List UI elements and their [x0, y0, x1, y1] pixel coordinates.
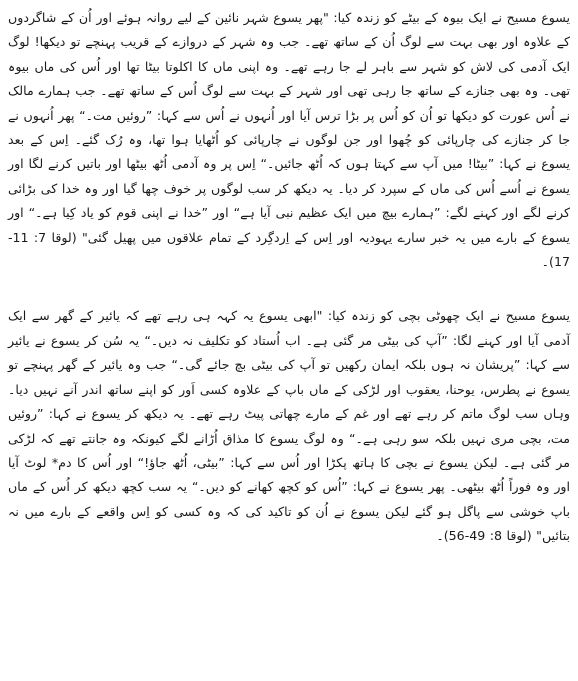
paragraph-spacer	[8, 274, 570, 304]
paragraph-jairus-daughter: یسوع مسیح نے ایک چھوٹی بچی کو زندہ کیا: "ابھی یسوع یہ کہہ ہی رہے تھے کہ یائیر کے گھر سے ایک آدمی آیا اور کہنے لگا: ”آپ کی بیٹی مر گئی ہے۔ اب اُستاد کو تکلیف نہ دیں۔“ یہ سُن کر یسوع نے یائیر سے کہا: ”پریشان نہ ہوں بلکہ ایمان رکھیں تو آپ کی بیٹی بچ جائے گی۔“ جب وہ یائیر کے گھر پہنچے تو یسوع نے پطرس، یوحنا، یعقوب اور لڑکی کے ماں باپ کے علاوہ کسی اَور کو اپنے ساتھ اندر آنے نہیں دیا۔ وہاں سب لوگ ماتم کر رہے تھے اور غم کے مارے چھاتی پیٹ رہے تھے۔ یہ دیکھ کر یسوع نے کہا: ”روئیں مت، بچی مری نہیں بلکہ سو رہی ہے۔“ وہ لوگ یسوع کا مذاق اُڑانے لگے کیونکہ وہ جانتے تھے کہ لڑکی مر گئی ہے۔ لیکن یسوع نے بچی کا ہاتھ پکڑا اور اُس سے کہا: ”بیٹی، اُٹھ جاؤ!“ اور اُس کا دم* لوٹ آیا اور وہ فوراً اُٹھ بیٹھی۔ پھر یسوع نے کہا: ”اُس کو کچھ کھانے کو دیں۔“ یہ سب کچھ دیکھ کر اُس کے ماں باپ خوشی سے پاگل ہو گئے لیکن یسوع نے اُن کو تاکید کی کہ وہ کسی کو اِس واقعے کے بارے میں نہ بتائیں" (لوقا 8: 49-56)۔	[8, 308, 570, 544]
paragraph-widow-son: یسوع مسیح نے ایک بیوہ کے بیٹے کو زندہ کیا: "پھر یسوع شہر نائین کے لیے روانہ ہوئے اور اُن کے شاگردوں کے علاوہ اور بھی بہت سے لوگ اُن کے ساتھ تھے۔ جب وہ شہر کے دروازے کے قریب پہنچے تو دیکھا! لوگ ایک آدمی کی لاش کو شہر سے باہر لے جا رہے تھے۔ وہ اپنی ماں کا اکلوتا بیٹا تھا اور اُس کی ماں بیوہ تھی۔ وہ بھی جنازے کے ساتھ جا رہی تھی اور شہر کے بہت سے لوگ اُس کے ساتھ تھے۔ جب ہمارے مالک نے اُس عورت کو دیکھا تو اُن کو اُس پر بڑا ترس آیا اور اُنہوں نے اُس سے کہا: ”روئیں مت۔“ پھر اُنہوں نے جا کر جنازے کی چارپائی کو چُھوا اور جن لوگوں نے چارپائی کو اُٹھایا ہوا تھا، وہ رُک گئے۔ اِس کے بعد یسوع نے کہا: ”بیٹا! میں آپ سے کہتا ہوں کہ اُٹھ جائیں۔“ اِس پر وہ آدمی اُٹھ بیٹھا اور باتیں کرنے لگا اور یسوع نے اُسے اُس کی ماں کے سپرد کر دیا۔ یہ دیکھ کر سب لوگوں پر خوف چھا گیا اور وہ خدا کی بڑائی کرنے لگے اور کہنے لگے: ”ہمارے بیچ میں ایک عظیم نبی آیا ہے“ اور ”خدا نے اپنی قوم کو یاد کِیا ہے۔“ اور یسوع کے بارے میں یہ خبر سارے یہودیہ اور اِس کے اِردگِرد کے تمام علاقوں میں پھیل گئی" (لوقا 7: 11-17)۔	[8, 10, 571, 270]
